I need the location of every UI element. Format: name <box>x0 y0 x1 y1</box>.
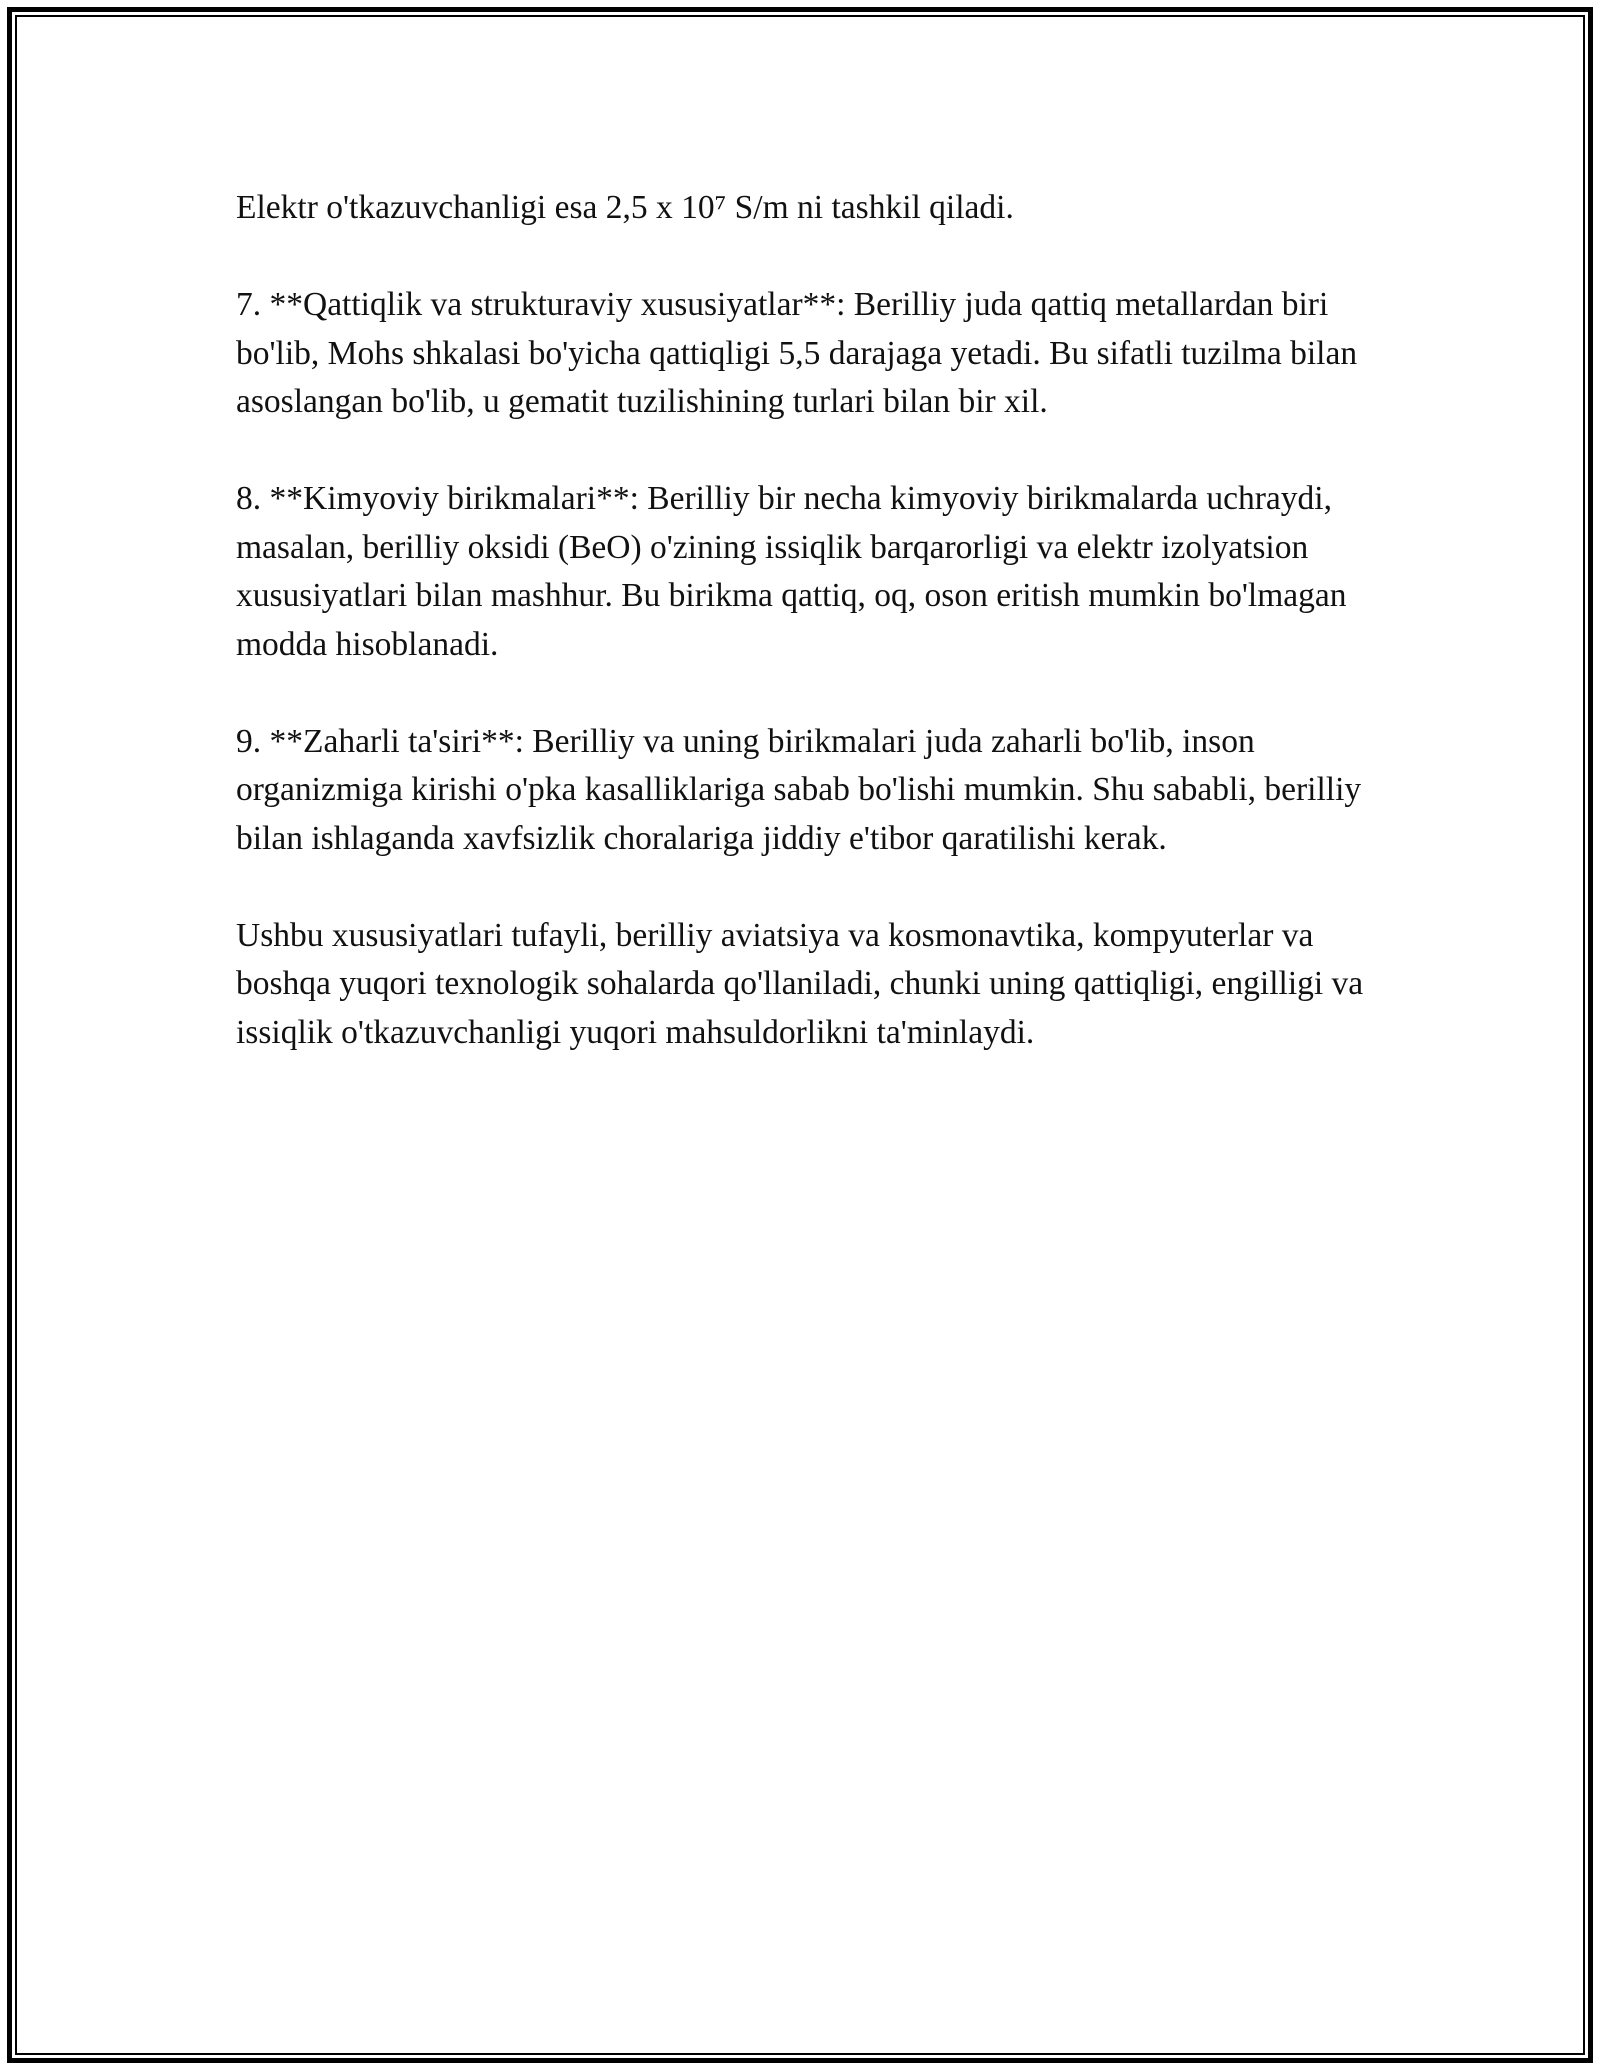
paragraph-toxicity: 9. **Zaharli ta'siri**: Berilliy va uning birikmalari juda zaharli bo'lib, inson organizmiga kirishi o'pka kasalliklariga sabab bo'lishi mumkin. Shu sababli, berilliy bilan ishlaganda xavfsizlik choralariga jiddiy e'tibor qaratilishi kerak. <box>236 722 1362 857</box>
paragraph-hardness: 7. **Qattiqlik va strukturaviy xususiyatlar**: Berilliy juda qattiq metallardan biri bo'lib, Mohs shkalasi bo'yicha qattiqligi 5,5 darajaga yetadi. Bu sifatli tuzilma bilan asoslangan bo'lib, u gematit tuzilishining turlari bilan bir xil. <box>236 286 1358 420</box>
paragraph-conclusion: Ushbu xususiyatlari tufayli, berilliy aviatsiya va kosmonavtika, kompyuterlar va boshqa yuqori texnologik sohalarda qo'llaniladi, chunki uning qattiqligi, engilligi va issiqlik o'tkazuvchanligi yuqori mahsuldorlikni ta'minlaydi. <box>236 916 1364 1051</box>
paragraph-compounds: 8. **Kimyoviy birikmalari**: Berilliy bir necha kimyoviy birikmalarda uchraydi, masalan, berilliy oksidi (BeO) o'zining issiqlik barqarorligi va elektr izolyatsion xususiyatlari bilan mashhur. Bu birikma qattiq, oq, oson eritish mumkin bo'lmagan modda hisoblanadi. <box>236 480 1347 663</box>
paragraph-conductivity: Elektr o'tkazuvchanligi esa 2,5 x 10⁷ S/m ni tashkil qiladi. <box>236 189 1014 226</box>
document-body <box>236 184 1366 1057</box>
